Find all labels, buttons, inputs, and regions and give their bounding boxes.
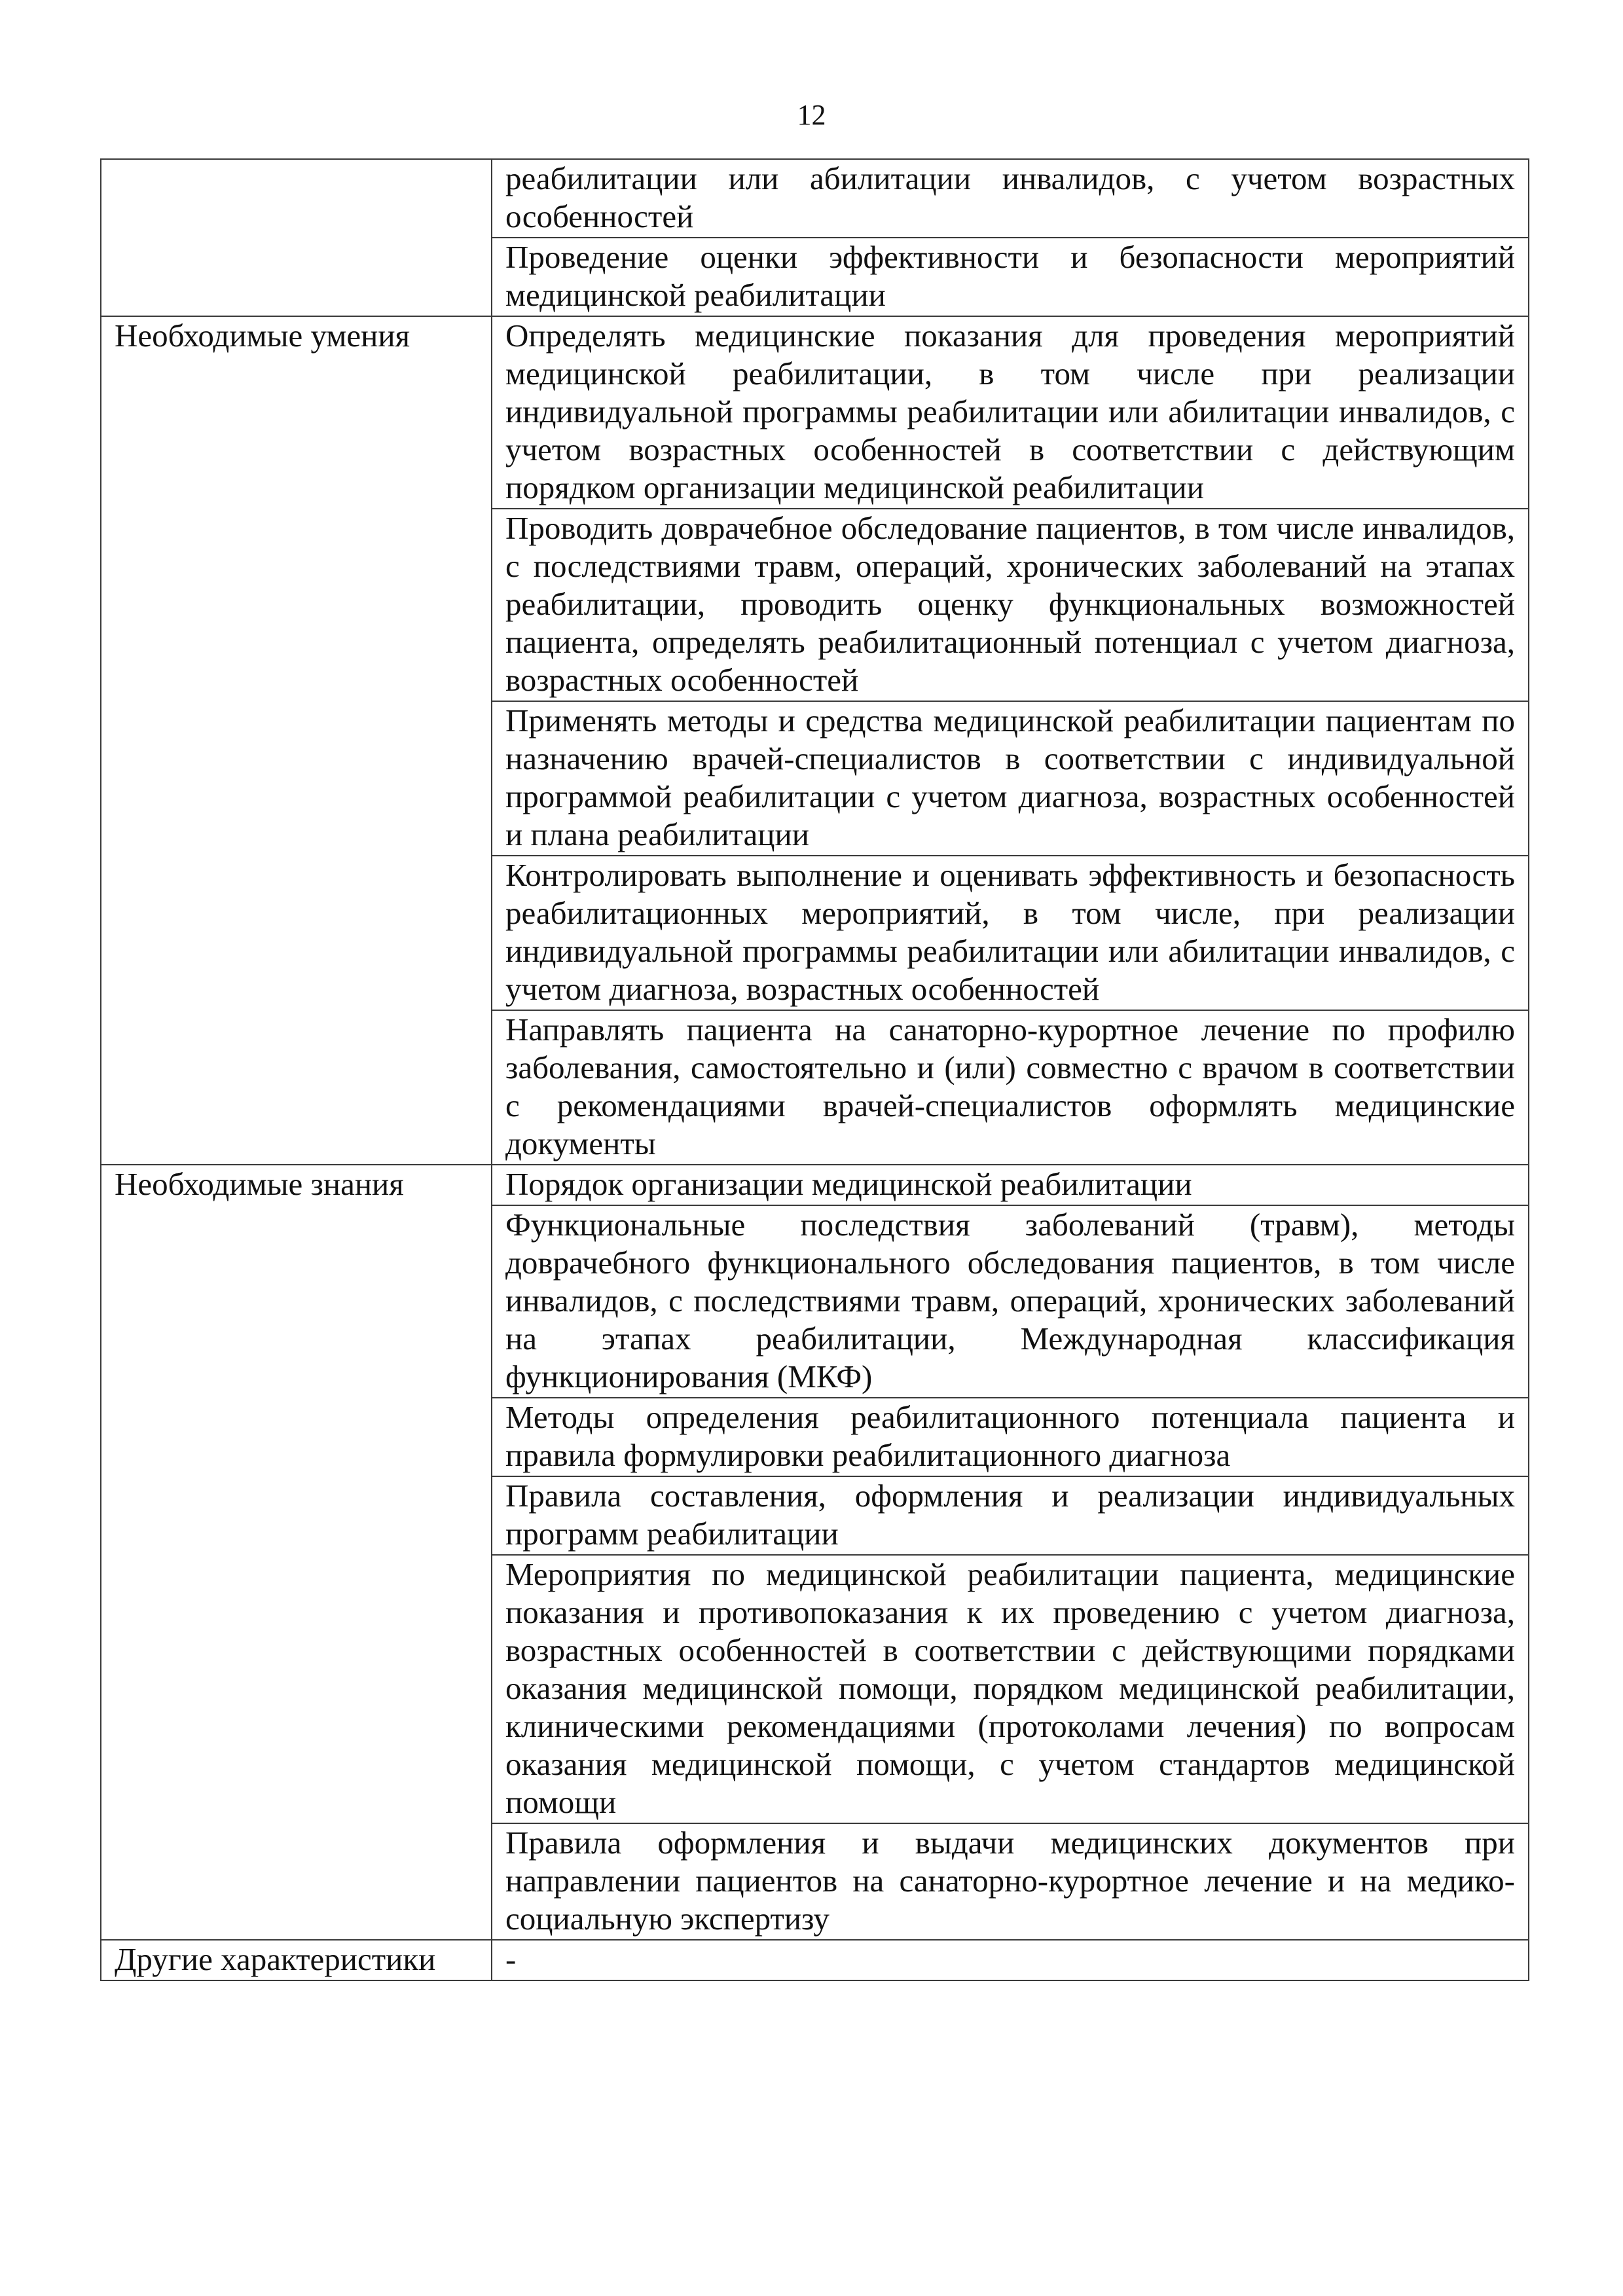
table-cell: [492, 701, 1529, 856]
section-label-other: Другие характеристики: [115, 1941, 436, 1977]
section-label-cell: [101, 1940, 492, 1980]
table-cell: [492, 1205, 1529, 1398]
table-row: [101, 1165, 1529, 1205]
cell-text: Направлять пациента на санаторно-курортное лечение по профилю заболевания, самостоятельно и (или) совместно с врачом в соответствии с рекомендациями врачей-специалистов оформлять медицинские документы: [505, 1011, 1515, 1161]
cell-text: Правила составления, оформления и реализации индивидуальных программ реабилитации: [505, 1478, 1515, 1552]
section-label-cell: [101, 159, 492, 316]
cell-text: Проводить доврачебное обследование пациентов, в том числе инвалидов, с последствиями травм, операций, хронических заболеваний на этапах реабилитации, проводить оценку функциональных возможностей пациента, определять реабилитационный потенциал с учетом диагноза, возрастных особенностей: [505, 510, 1515, 698]
table-row: [101, 316, 1529, 509]
table-cell: [492, 316, 1529, 509]
section-label-cell: [101, 316, 492, 1165]
table-cell: [492, 159, 1529, 238]
cell-text: реабилитации или абилитации инвалидов, с учетом возрастных особенностей: [505, 160, 1515, 234]
table-cell: [492, 1476, 1529, 1555]
cell-text: Правила оформления и выдачи медицинских документов при направлении пациентов на санаторно-курортное лечение и на медико-социальную экспертизу: [505, 1825, 1515, 1937]
table-cell: [492, 1398, 1529, 1476]
section-label-skills: Необходимые умения: [115, 318, 410, 354]
table-cell: [492, 1940, 1529, 1980]
table-cell: [492, 1165, 1529, 1205]
cell-text: Проведение оценки эффективности и безопасности мероприятий медицинской реабилитации: [505, 239, 1515, 313]
cell-text: Функциональные последствия заболеваний (травм), методы доврачебного функционального обследования пациентов, в том числе инвалидов, с последствиями травм, операций, хронических заболеваний на этапах реабилитации, Международная классификация функционирования (МКФ): [505, 1207, 1515, 1394]
table-cell: [492, 509, 1529, 701]
table-cell: [492, 1823, 1529, 1940]
cell-text: Применять методы и средства медицинской реабилитации пациентам по назначению врачей-специалистов в соответствии с индивидуальной программой реабилитации с учетом диагноза, возрастных особенностей и плана реабилитации: [505, 702, 1515, 852]
cell-text: Мероприятия по медицинской реабилитации пациента, медицинские показания и противопоказания к их проведению с учетом диагноза, возрастных особенностей в соответствии с действующими порядками оказания медицинской помощи, порядком медицинской реабилитации, клиническими рекомендациями (протоколами лечения) по вопросам оказания медицинской помощи, с учетом стандартов медицинской помощи: [505, 1556, 1515, 1820]
section-label-knowledge: Необходимые знания: [115, 1166, 404, 1202]
table-row: [101, 1940, 1529, 1980]
cell-text: Методы определения реабилитационного потенциала пациента и правила формулировки реабилитационного диагноза: [505, 1399, 1515, 1473]
table-cell: [492, 856, 1529, 1010]
table-cell: [492, 1555, 1529, 1823]
cell-text: Контролировать выполнение и оценивать эффективность и безопасность реабилитационных мероприятий, в том числе, при реализации индивидуальной программы реабилитации или абилитации инвалидов, с учетом диагноза, возрастных особенностей: [505, 857, 1515, 1007]
cell-text: Определять медицинские показания для проведения мероприятий медицинской реабилитации, в том числе при реализации индивидуальной программы реабилитации или абилитации инвалидов, с учетом возрастных особенностей в соответствии с действующим порядком организации медицинской реабилитации: [505, 318, 1515, 505]
cell-text: Порядок организации медицинской реабилитации: [505, 1166, 1192, 1202]
qualification-table: [100, 158, 1529, 1981]
table-cell: [492, 238, 1529, 316]
cell-text: -: [505, 1941, 517, 1977]
table-cell: [492, 1010, 1529, 1165]
table-row: [101, 159, 1529, 238]
section-label-cell: [101, 1165, 492, 1940]
page-number: 12: [797, 99, 826, 131]
